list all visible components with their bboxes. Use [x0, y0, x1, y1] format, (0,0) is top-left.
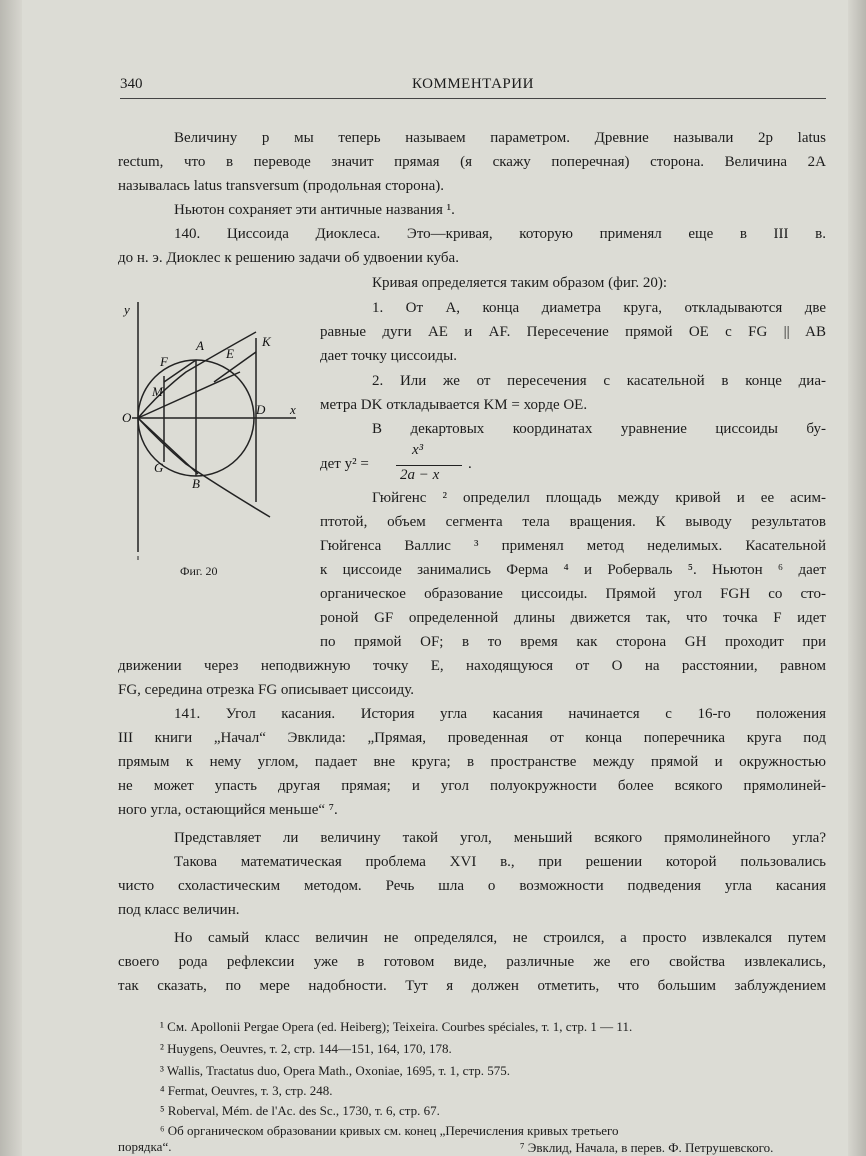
text-line: птотой, объем сегмента тела вращения. К выводу результатов: [320, 514, 826, 530]
footnote: ⁶ Об органическом образовании кривых см. конец „Перечисления кривых третьего: [160, 1123, 619, 1138]
cissoid-figure: [120, 292, 310, 562]
text-line: роной GF определенной длины движется так, что точка F идет: [320, 610, 826, 626]
footnote: ⁵ Roberval, Mém. de l'Ac. des Sc., 1730, т. 6, стр. 67.: [160, 1103, 440, 1118]
formula-numerator: x³: [412, 442, 424, 458]
footnote-continuation: порядка“.: [118, 1139, 172, 1154]
text-line: к циссоиде занимались Ферма ⁴ и Роберваль ⁵. Ньютон ⁶ дает: [320, 562, 826, 578]
label-y: y: [124, 302, 130, 317]
page-number: 340: [120, 76, 143, 92]
text-line: Гюйгенс ² определил площадь между кривой и ее асим-: [372, 490, 826, 506]
text-line: Кривая определяется таким образом (фиг. 20):: [372, 275, 667, 291]
text-line: Ньютон сохраняет эти античные названия ¹.: [174, 202, 455, 218]
text-line: до н. э. Диоклес к решению задачи об удвоении куба.: [118, 250, 459, 266]
label-E: E: [226, 346, 234, 361]
footnote: ³ Wallis, Tractatus duo, Opera Math., Oxoniae, 1695, т. 1, стр. 575.: [160, 1063, 511, 1078]
footnote: ¹ См. Apollonii Pergae Opera (ed. Heiberg); Teixeira. Courbes spéciales, т. 1, стр. 1 — 11.: [160, 1019, 633, 1034]
text-line: прямым к нему углом, падает вне круга; в пространстве между прямой и окружностью: [118, 754, 826, 770]
formula-bar: [396, 465, 462, 466]
footnote: ⁷ Эвклид, Начала, в перев. Ф. Петрушевского.: [520, 1140, 774, 1155]
formula-dot: .: [468, 456, 472, 472]
text-line: Гюйгенса Валлис ³ применял метод неделимых. Касательной: [320, 538, 826, 554]
text-line: движении через неподвижную точку E, находящуюся от O на расстоянии, равном: [118, 658, 826, 674]
page-header: [120, 76, 826, 98]
text-line: 140. Циссоида Диоклеса. Это—кривая, которую применял еще в III в.: [174, 226, 826, 242]
label-O: O: [122, 410, 132, 425]
label-M: M: [152, 384, 163, 399]
label-A: A: [196, 338, 204, 353]
text-line: называлась latus transversum (продольная сторона).: [118, 178, 445, 194]
text-line: Но самый класс величин не определялся, не строился, а просто извлекался путем: [174, 930, 826, 946]
label-x: x: [290, 402, 296, 417]
formula-lhs: дет y² =: [320, 456, 369, 472]
page-edge-right: [848, 0, 866, 1156]
text-line: В декартовых координатах уравнение циссоиды бу-: [372, 421, 826, 437]
label-G: G: [154, 460, 164, 475]
text-line: по прямой OF; в то время как сторона GH проходит при: [320, 634, 826, 650]
text-line: FG, середина отрезка FG описывает циссоиду.: [118, 682, 415, 698]
text-line: так сказать, по мере надобности. Тут я должен отметить, что большим заблуждением: [118, 978, 826, 994]
text-line: дает точку циссоиды.: [320, 348, 457, 364]
running-title: КОММЕНТАРИИ: [412, 76, 534, 92]
text-line: Величину p мы теперь называем параметром. Древние называли 2p latus: [174, 130, 826, 146]
text-line: метра DK откладывается KM = хорде OE.: [320, 397, 588, 413]
text-line: ного угла, остающийся меньше“ ⁷.: [118, 802, 338, 818]
text-line: 141. Угол касания. История угла касания начинается с 16-го положения: [174, 706, 826, 722]
text-line: III книги „Начал“ Эвклида: „Прямая, проведенная от конца поперечника круга под: [118, 730, 826, 746]
footnote: ⁴ Fermat, Oeuvres, т. 3, стр. 248.: [160, 1083, 333, 1098]
text-line: 1. От A, конца диаметра круга, откладываются две: [372, 300, 826, 316]
text-line: не может упасть другая прямая; и угол полуокружности более всякого прямолиней-: [118, 778, 826, 794]
text-line: равные дуги AE и AF. Пересечение прямой OE с FG || AB: [320, 324, 826, 340]
label-K: K: [262, 334, 271, 349]
text-line: органическое образование циссоиды. Прямой угол FGH со сто-: [320, 586, 826, 602]
text-line: 2. Или же от пересечения с касательной в конце диа-: [372, 373, 826, 389]
formula-denominator: 2a − x: [400, 467, 440, 483]
text-line: rectum, что в переводе значит прямая (я скажу поперечная) сторона. Величина 2A: [118, 154, 826, 170]
header-rule: [120, 98, 826, 99]
text-line: своего рода рефлексии уже в готовом виде, различные же его свойства извлекались,: [118, 954, 826, 970]
page-edge-left: [0, 0, 22, 1156]
text-line: Такова математическая проблема XVI в., при решении которой пользовались: [174, 854, 826, 870]
text-line: чисто схоластическим методом. Речь шла о возможности подведения угла касания: [118, 878, 826, 894]
footnote: ² Huygens, Oeuvres, т. 2, стр. 144—151, 164, 170, 178.: [160, 1041, 452, 1056]
text-line: под класс величин.: [118, 902, 240, 918]
figure-caption: Фиг. 20: [180, 564, 218, 578]
label-F: F: [160, 354, 168, 369]
label-B: B: [192, 476, 200, 491]
text-line: Представляет ли величину такой угол, меньший всякого прямолинейного угла?: [174, 830, 826, 846]
label-D: D: [256, 402, 266, 417]
formula: [320, 442, 520, 486]
